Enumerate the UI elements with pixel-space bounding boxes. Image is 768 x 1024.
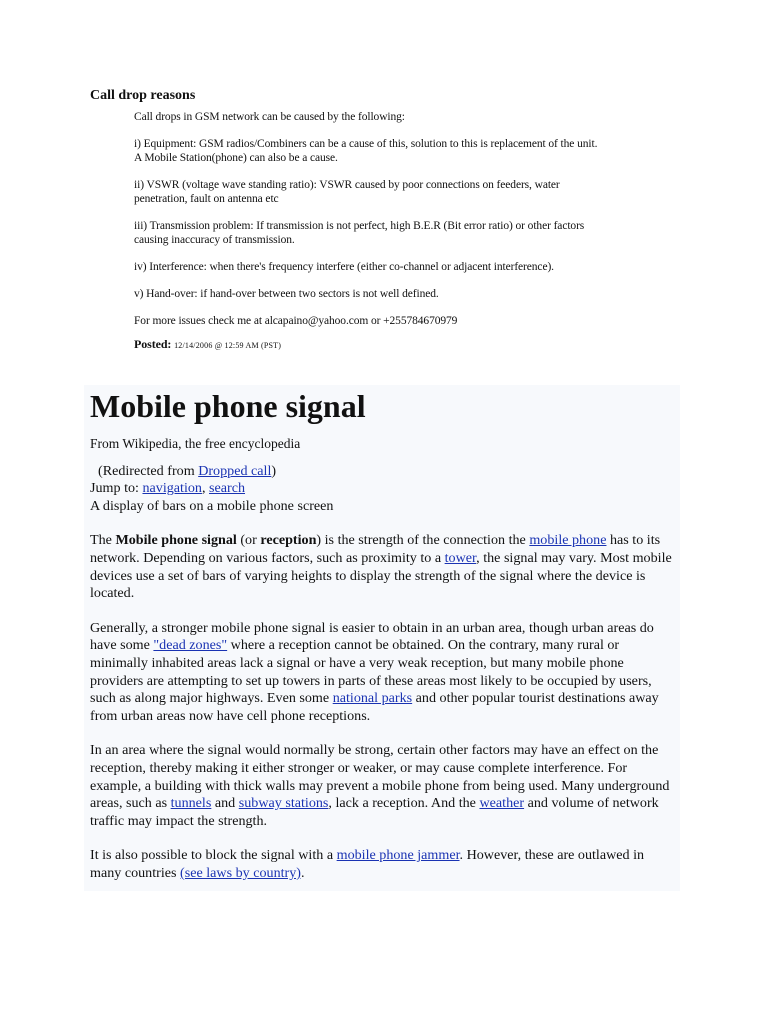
call-drop-heading: Call drop reasons xyxy=(90,88,196,103)
mobile-phone-jammer-link[interactable]: mobile phone jammer xyxy=(336,847,460,864)
image-caption: A display of bars on a mobile phone screen xyxy=(90,497,334,514)
reason-item: i) Equipment: GSM radios/Combiners can be a cause of this, solution to this is replacement of the unit. A Mobile Station(phone) can also be a cause. xyxy=(134,138,598,164)
reason-item: iv) Interference: when there's frequency interfere (either co-channel or adjacent interference). xyxy=(134,261,554,273)
call-drop-intro: Call drops in GSM network can be caused by the following: xyxy=(134,111,405,123)
reason-item: ii) VSWR (voltage wave standing ratio): VSWR caused by poor connections on feeders, water penetration, fault on antenna etc xyxy=(134,179,560,205)
paragraph-urban: Generally, a stronger mobile phone signal is easier to obtain in an urban area, though urban areas do have some "dead zones" where a reception cannot be obtained. On the contrary, many rural or minimally inhabited areas lack a signal or have a very weak reception, but many mobile phone providers are attempting to set up towers in parts of these areas most likely to be occupied by users, such as along major highways. Even some national parks and other popular tourist destinations away from urban areas now have cell phone receptions. xyxy=(90,619,659,724)
paragraph-jammer: It is also possible to block the signal with a mobile phone jammer. However, these are outlawed in many countries (see laws by country). xyxy=(90,847,645,881)
posted-timestamp: 12/14/2006 @ 12:59 AM (PST) xyxy=(174,341,282,350)
contact-line: For more issues check me at alcapaino@yahoo.com or +255784670979 xyxy=(134,315,458,327)
call-drop-section xyxy=(90,88,690,366)
redirect-note: (Redirected from Dropped call) xyxy=(98,462,277,479)
wiki-article xyxy=(84,385,680,891)
posted-line xyxy=(134,337,690,353)
dead-zones-link[interactable]: "dead zones" xyxy=(153,637,228,654)
national-parks-link[interactable]: national parks xyxy=(332,690,413,707)
tunnels-link[interactable]: tunnels xyxy=(170,795,212,812)
weather-link[interactable]: weather xyxy=(479,795,525,812)
article-title: Mobile phone signal xyxy=(90,388,366,424)
mobile-phone-link[interactable]: mobile phone xyxy=(529,532,607,549)
reason-item: v) Hand-over: if hand-over between two sectors is not well defined. xyxy=(134,288,439,300)
reason-item: iii) Transmission problem: If transmission is not perfect, high B.E.R (Bit error ratio) or other factors causing inaccuracy of transmission. xyxy=(134,220,585,246)
tower-link[interactable]: tower xyxy=(444,549,477,566)
subway-stations-link[interactable]: subway stations xyxy=(238,795,329,812)
paragraph-intro: The Mobile phone signal (or reception) is the strength of the connection the mobile phone has to its network. Depending on various factors, such as proximity to a tower, the signal may vary. Most mobile devices use a set of bars of varying heights to display the strength of the signal where the device is located. xyxy=(90,532,672,602)
paragraph-factors: In an area where the signal would normally be strong, certain other factors may have an effect on the reception, thereby making it either stronger or weaker, or may cause complete interference. For example, a building with thick walls may prevent a mobile phone from being used. Many underground areas, such as tunnels and subway stations, lack a reception. And the weather and volume of network traffic may impact the strength. xyxy=(90,742,670,829)
navigation-link[interactable]: navigation xyxy=(142,480,202,497)
dropped-call-link[interactable]: Dropped call xyxy=(198,462,272,479)
search-link[interactable]: search xyxy=(209,480,246,497)
jump-to: Jump to: navigation, search xyxy=(90,480,246,497)
posted-label: Posted: xyxy=(134,337,172,351)
laws-by-country-link[interactable]: (see laws by country) xyxy=(180,864,301,881)
article-subtitle: From Wikipedia, the free encyclopedia xyxy=(90,436,301,451)
call-drop-body xyxy=(134,110,690,353)
